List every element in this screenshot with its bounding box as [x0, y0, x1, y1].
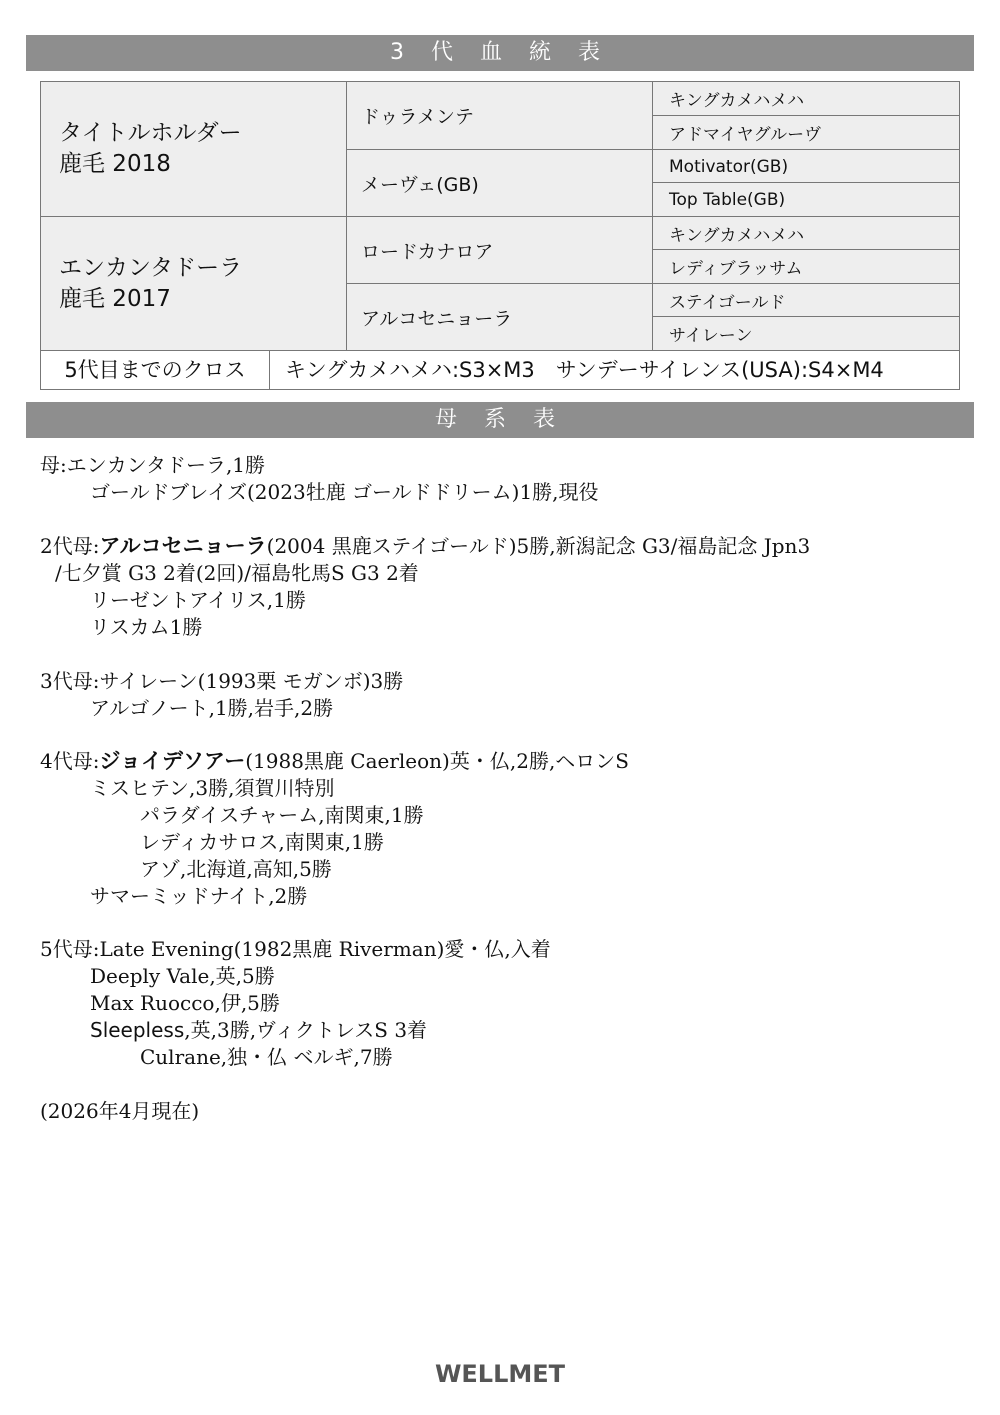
family-section-title: 母 系 表 — [26, 402, 974, 438]
family-line: ミスヒテン,3勝,須賀川特別 — [90, 776, 335, 800]
gen3-cell: ステイゴールド — [653, 284, 959, 318]
family-line: Max Ruocco,伊,5勝 — [90, 991, 280, 1015]
dam-info: 鹿毛 2017 — [59, 286, 171, 312]
gen3-cell: Top Table(GB) — [653, 183, 959, 217]
horse-name: Sleepless — [90, 1018, 185, 1042]
family-line: リスカム1勝 — [90, 615, 203, 639]
family-prefix: 2代母: — [40, 534, 100, 558]
pedigree-section-title: 3 代 血 統 表 — [26, 35, 974, 71]
family-detail: (1988黒鹿 Caerleon)英・仏,2勝,ヘロンS — [245, 749, 629, 773]
inbreeding-cross-row — [40, 350, 960, 390]
row-divider — [347, 149, 959, 150]
family-line: アルゴノート,1勝,岩手,2勝 — [90, 696, 334, 720]
gen3-cell: キングカメハメハ — [653, 82, 959, 116]
family-line: パラダイスチャーム,南関東,1勝 — [140, 803, 424, 827]
family-line — [40, 745, 629, 775]
cross-label: 5代目までのクロス — [41, 351, 270, 389]
pedigree-table — [40, 81, 960, 351]
dam-cell — [41, 217, 347, 351]
row-divider — [41, 216, 959, 217]
family-line: サマーミッドナイト,2勝 — [90, 884, 308, 908]
family-line: 母:エンカンタドーラ,1勝 — [40, 453, 266, 477]
family-line: Deeply Vale,英,5勝 — [90, 964, 275, 988]
family-line: Culrane,独・仏 ベルギ,7勝 — [140, 1045, 393, 1069]
row-divider — [653, 182, 959, 183]
dam-sire-cell: ロードカナロア — [347, 217, 653, 284]
sire-dam-cell: メーヴェ(GB) — [347, 150, 653, 217]
sire-cell — [41, 82, 347, 216]
family-line: アゾ,北海道,高知,5勝 — [140, 857, 332, 881]
highlight-horse-name: アルコセニョーラ — [99, 534, 267, 558]
family-line: ゴールドブレイズ(2023牡鹿 ゴールドドリーム)1勝,現役 — [90, 480, 599, 504]
as-of-date: (2026年4月現在) — [40, 1099, 200, 1123]
row-divider — [653, 249, 959, 250]
wellmet-logo: WELLMET — [434, 1360, 566, 1388]
family-line — [40, 530, 810, 560]
row-divider — [347, 283, 959, 284]
row-divider — [653, 115, 959, 116]
family-prefix: 4代母: — [40, 749, 100, 773]
family-line: /七夕賞 G3 2着(2回)/福島牝馬S G3 2着 — [55, 561, 419, 585]
sire-sire-cell: ドゥラメンテ — [347, 82, 653, 149]
dam-dam-cell: アルコセニョーラ — [347, 284, 653, 351]
dam-name: エンカンタドーラ — [59, 255, 243, 281]
family-line: リーゼントアイリス,1勝 — [90, 588, 306, 612]
cross-value: キングカメハメハ:S3×M3 サンデーサイレンス(USA):S4×M4 — [285, 358, 884, 382]
family-line — [90, 1014, 427, 1043]
gen3-cell: キングカメハメハ — [653, 217, 959, 251]
gen3-cell: アドマイヤグルーヴ — [653, 116, 959, 150]
family-detail: (2004 黒鹿ステイゴールド)5勝,新潟記念 G3/福島記念 Jpn3 — [266, 534, 811, 558]
family-line: 3代母:サイレーン(1993栗 モガンボ)3勝 — [40, 669, 404, 693]
highlight-horse-name: ジョイデソアー — [99, 749, 246, 773]
gen3-cell: レディブラッサム — [653, 250, 959, 284]
sire-info: 鹿毛 2018 — [59, 151, 171, 177]
gen3-cell: サイレーン — [653, 317, 959, 351]
family-detail: ,英,3勝,ヴィクトレスS 3着 — [184, 1018, 428, 1042]
gen3-cell: Motivator(GB) — [653, 150, 959, 184]
sire-name: タイトルホルダー — [59, 120, 242, 146]
family-line: レディカサロス,南関東,1勝 — [140, 830, 384, 854]
family-line: 5代母:Late Evening(1982黒鹿 Riverman)愛・仏,入着 — [40, 937, 551, 961]
row-divider — [653, 316, 959, 317]
